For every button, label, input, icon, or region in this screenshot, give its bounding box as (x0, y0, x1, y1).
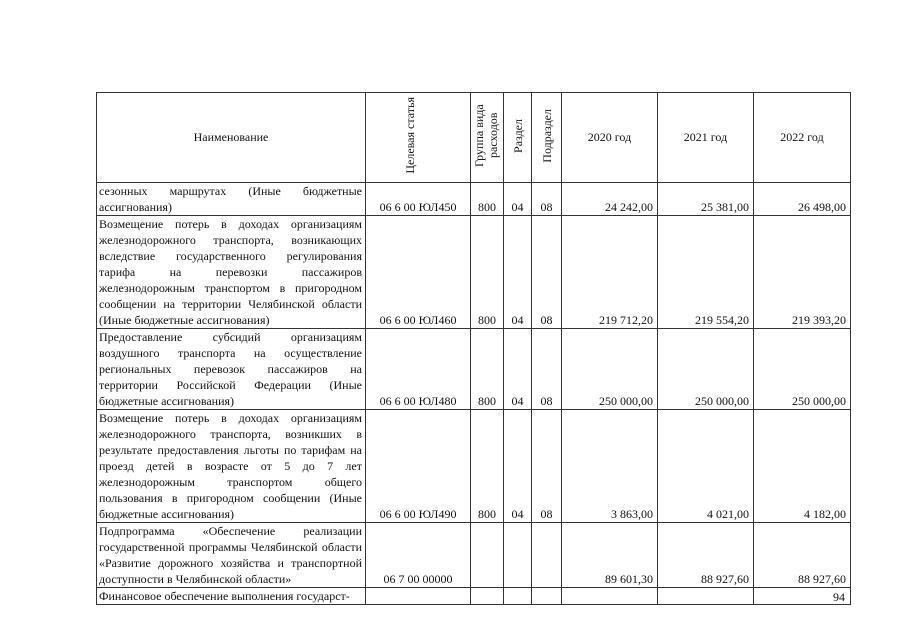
header-section: Раздел (504, 93, 532, 183)
header-target-article: Целевая статья (366, 93, 471, 183)
row-expense-group: 800 (471, 216, 504, 329)
row-name-continued: Финансовое обеспечение выполнения государст- (97, 588, 366, 605)
row-expense-group: 800 (471, 329, 504, 410)
row-target-article: 06 6 00 ЮЛ450 (366, 183, 471, 216)
row-value-2022: 219 393,20 (754, 216, 851, 329)
row-value-2020: 89 601,30 (562, 523, 658, 588)
table-row (97, 183, 851, 216)
row-expense-group: 800 (471, 410, 504, 523)
row-name: Подпрограмма «Обеспечение реализации государственной программы Челябинской области «Развитие дорожного хозяйства и транспортной доступности в Челябинской области» (97, 523, 366, 588)
row-name: сезонных маршрутах (Иные бюджетные ассигнования) (97, 183, 366, 216)
row-subsection: 08 (532, 329, 562, 410)
row-section: 04 (504, 216, 532, 329)
row-value-2021: 4 021,00 (658, 410, 754, 523)
row-section: 04 (504, 410, 532, 523)
header-2020: 2020 год (562, 93, 658, 183)
header-expense-group: Группа вида расходов (471, 93, 504, 183)
row-subsection (532, 523, 562, 588)
page-number: 94 (833, 590, 845, 604)
row-value-2021: 219 554,20 (658, 216, 754, 329)
table-row (97, 216, 851, 329)
row-value-2021: 25 381,00 (658, 183, 754, 216)
row-value-2020: 219 712,20 (562, 216, 658, 329)
header-subsection: Подраздел (532, 93, 562, 183)
row-name: Возмещение потерь в доходах организациям железнодорожного транспорта, возникших в результате предоставления льготы по тарифам на проезд детей в возрасте от 5 до 7 лет железнодорожным транспортом общего пользования в пригородном сообщении (Иные бюджетные ассигнования) (97, 410, 366, 523)
table-row (97, 523, 851, 588)
row-name: Предоставление субсидий организациям воздушного транспорта на осуществление региональных перевозок пассажиров на территории Российской Федерации (Иные бюджетные ассигнования) (97, 329, 366, 410)
row-name: Возмещение потерь в доходах организациям железнодорожного транспорта, возникающих вследствие государственного регулирования тарифа на перевозки пассажиров железнодорожным транспортом в пригородном сообщении на территории Челябинской области (Иные бюджетные ассигнования) (97, 216, 366, 329)
row-subsection: 08 (532, 183, 562, 216)
table-row (97, 410, 851, 523)
row-target-article: 06 6 00 ЮЛ460 (366, 216, 471, 329)
row-value-2022: 4 182,00 (754, 410, 851, 523)
row-value-2020: 3 863,00 (562, 410, 658, 523)
row-expense-group: 800 (471, 183, 504, 216)
row-value-2022: 88 927,60 (754, 523, 851, 588)
row-value-2020: 24 242,00 (562, 183, 658, 216)
row-value-2021: 88 927,60 (658, 523, 754, 588)
table-row (97, 329, 851, 410)
row-section (504, 523, 532, 588)
row-value-2022: 26 498,00 (754, 183, 851, 216)
table-row-continued (97, 588, 851, 605)
row-value-2020: 250 000,00 (562, 329, 658, 410)
row-subsection: 08 (532, 410, 562, 523)
header-2021: 2021 год (658, 93, 754, 183)
row-target-article: 06 7 00 00000 (366, 523, 471, 588)
table-header (97, 93, 851, 183)
row-section: 04 (504, 183, 532, 216)
row-expense-group (471, 523, 504, 588)
header-name: Наименование (97, 93, 366, 183)
row-value-2021: 250 000,00 (658, 329, 754, 410)
row-value-2022: 250 000,00 (754, 329, 851, 410)
row-target-article: 06 6 00 ЮЛ490 (366, 410, 471, 523)
row-subsection: 08 (532, 216, 562, 329)
row-target-article: 06 6 00 ЮЛ480 (366, 329, 471, 410)
header-2022: 2022 год (754, 93, 851, 183)
row-section: 04 (504, 329, 532, 410)
budget-table (96, 92, 851, 605)
